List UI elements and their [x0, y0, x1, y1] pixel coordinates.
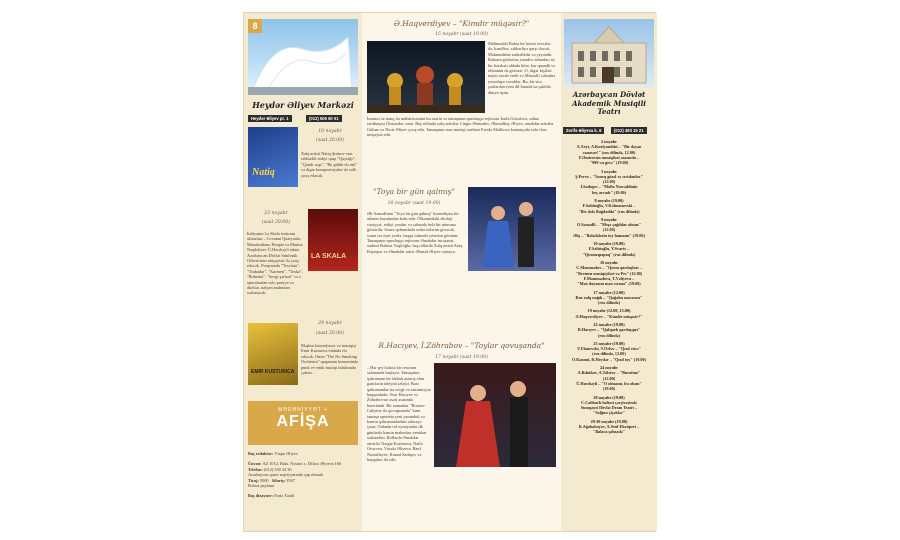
article-date: 15 noyabr (saat 19.00)	[435, 32, 488, 37]
schedule-line: "Balaca şahzadə"	[593, 429, 625, 435]
schedule-line: beş arvadı" (19.00)	[591, 189, 627, 195]
free-note: Pulsuz paylanır	[248, 483, 275, 489]
venue-photo-heydar-aliyev-center	[248, 19, 358, 95]
schedule-date: 24 noyabr	[599, 365, 619, 371]
schedule-line: "Bir dəfə Bağdadda" (rus dilində)	[578, 208, 640, 214]
schedule-date: 17 noyabr (12.00)	[593, 289, 625, 295]
phone: (012) 530 34 36	[263, 466, 292, 472]
middle-column	[364, 13, 559, 531]
building-illustration	[564, 19, 654, 87]
event-date: 23 noyabr	[264, 211, 288, 216]
schedule-item	[564, 241, 654, 257]
poster-title: EMIR KUSTURICA	[251, 369, 295, 375]
order-label: Sifariş:	[271, 477, 286, 483]
schedule-line: (rus dilində)	[598, 332, 620, 338]
schedule-line: Ə.Haqverdiyev – "Kimdir müqəsir?"	[575, 313, 643, 319]
schedule-line: A.Rılnikov, A.Tolstoy – "Buratino"	[577, 370, 641, 376]
afisha-title: AFİŞA	[276, 413, 330, 430]
schedule-line: C.Məmmədov – "Qırım qardaşları –	[576, 265, 642, 271]
schedule-line: (12.00)	[602, 375, 616, 381]
schedule-line: O.Səmədli – "Meşə çağıldar olmaz"	[576, 222, 641, 228]
schedule-line: Ş.Perro – "İsmeq gözəl və cırtdanlar"	[575, 173, 643, 179]
schedule-line: R.Ağababayev, A.Senl-Ekzüperi –	[578, 424, 640, 430]
schedule-line: "999-cu gecə" (19.00)	[589, 160, 629, 166]
schedule-line: F.Sabitoğlu, V.Kolmanovski –	[582, 203, 636, 209]
schedule-item	[564, 365, 654, 391]
event-time: (saat 20.00)	[262, 220, 290, 225]
event-date: 29 noyabr	[318, 321, 342, 326]
schedule-line: Ü.Hacıbəyli – "O olmasın, bu olsun"	[576, 380, 642, 386]
address-label: Ünvan:	[248, 461, 262, 467]
schedule-line: (12.00)	[602, 179, 616, 185]
stage-photo-toylar-qovusanda	[434, 363, 556, 467]
schedule-item	[564, 139, 654, 165]
schedule-item	[564, 260, 654, 286]
schedule-item	[564, 322, 654, 338]
schedule-date: 8 noyabr (19.00)	[594, 198, 624, 203]
article-date: 17 noyabr (saat 19.00)	[435, 355, 488, 360]
phone-label: Telefon:	[248, 466, 263, 472]
editor-name: Vüqar Əliyev	[274, 451, 298, 456]
schedule-line: V.Ulanovski, V.Orlov – "Qızıl cücə"	[577, 346, 641, 352]
schedule-line: Sumqayıt Dövlət Dram Teatrı –	[580, 405, 638, 411]
article-date: 16 noyabr (saat 19.00)	[387, 201, 441, 206]
venue-name: Azərbaycan Dövlət Akademik Musiqili Teatrı	[572, 90, 646, 116]
schedule-date: 16 noyabr	[599, 260, 619, 265]
stage-scene	[468, 187, 556, 271]
venue-name: Heydər Əliyev Mərkəzi	[252, 100, 354, 110]
schedule-line: A.Xeyt, A.Kuzlyandski – "Bir dəyən	[576, 144, 642, 150]
schedule-line: O.Kazımi, R.Heydər – "Qızıl toy" (19.00)	[571, 356, 646, 362]
article-headline: Ə.Haqverdiyev – "Kimdir müqəsir?"	[393, 19, 530, 28]
poster-title: LA SKALA	[311, 253, 347, 260]
afisha-kicker: MƏDƏNİYYƏT +	[277, 407, 328, 413]
schedule-line: "Qırmızıpapaq" (rus dilində)	[582, 251, 636, 257]
left-column	[244, 13, 362, 531]
schedule-item	[564, 341, 654, 362]
schedule-item	[564, 419, 654, 435]
schedule-line: Əliş – "Bələdələrin toy hamamı" (19.00)	[573, 232, 645, 238]
imprint	[248, 451, 359, 499]
address: AZ 1012, Bakı, Nəsimi r., Dilarə Əliyeva 160	[262, 461, 342, 467]
page-number-badge: 8	[248, 19, 262, 33]
event-time: (saat 20.00)	[316, 331, 344, 336]
schedule-item	[564, 395, 654, 416]
schedule-line: F.Məmmədova, T.Vəliyeva –	[583, 275, 635, 281]
article-body: İnsanın öz natıq ilə mübarizəsinin bu əsərin və tamaşanın quruluşçu rejissoru İradə Gözəlova, səhnə tərtibatçısı Ömrəxdar cəmi. Baş rollarda xalq artistlər Cingiz Əhmədov, Əhmədbəy Əliyev, əməkdar artistlər Gülnar və Nicat Əliyev çıxış edir. Tamaşanın əsas musiqi tərtibatı Fəridə Məlikova kamançada solo ifası müşayiət edir.	[367, 116, 554, 138]
schedule-date: 29-30 noyabr (19.00)	[590, 418, 628, 424]
poster-kusturica	[248, 323, 298, 385]
schedule-date: 9 noyabr	[601, 216, 617, 222]
schedule-line: (19.00)	[602, 386, 616, 392]
schedule-line: (12.00)	[602, 227, 616, 233]
schedule-date: 23 noyabr (19.00)	[593, 340, 625, 346]
schedule-date: 19 noyabr (12.00, 15.00)	[587, 308, 631, 314]
venue-address: Zərifə Əliyeva k. 8	[563, 127, 604, 134]
article-body: ...Hər şey bəlaca bir restoran salonunda başlayır. Tamaşanın qəhrəmanı bir iddialı axtarış olan gənclərin taleyini izləyir. Bəzi qəhrəmanlar isə sevgi və səmimiyyət haqqındadır. Əsər Hacıyev və Zöhrabovun əsəri əsasında hazırlanıb. Bir zamanlar "Romeo-Cülyetta ilə qovuşmanda" kimi tamaşa operetta yeni yaranıbdı və həmin qəhrəmanlardan səhnəyə çıxar. Onlarda rol oynayanlar ilk günlərdə həmin mahnıları yenidən səsləndirir. Rollarda Əməkdar artistlər Nərgiz Kərimova, Nailə Orucova, Vüsalə Əliyeva, Rauf Nəsrullayev, Kamal Sadıqov və başqaları ifa edir.	[367, 365, 431, 462]
venue-phone: (012) 493 15 21	[611, 127, 647, 134]
schedule-item	[564, 217, 654, 238]
schedule-item	[564, 198, 654, 214]
afisha-banner	[248, 401, 358, 445]
schedule-item	[564, 169, 654, 195]
schedule-line: canavar!" (rus dilində, 12.00)	[582, 149, 636, 155]
circulation: 5000	[259, 477, 269, 483]
schedule-line: R.Hacıyev – "Qafqazlı qardaşqızı"	[577, 327, 641, 333]
stage-photo-toya-bir-gun	[468, 187, 556, 271]
schedule-line: "Mən dayazım mən cırana" (19.00)	[577, 281, 641, 287]
schedule-line: İ.Sadıqov – "Molla Nəsrəddinin	[580, 184, 638, 190]
schedule-date: 22 noyabr (19.00)	[593, 322, 625, 327]
circulation-label: Tiraj:	[248, 477, 259, 483]
poster-la-skala	[308, 209, 358, 271]
designer-label: Baş dizayner:	[248, 493, 274, 499]
schedule-line: (rus dilində, 12.00)	[592, 351, 626, 357]
stage-scene	[434, 363, 556, 467]
schedule-date: 3 noyabr	[601, 168, 617, 174]
venue-photo-musical-theatre	[564, 19, 654, 87]
stage-scene	[367, 41, 485, 113]
event-description: Məşhur kinorejissor və musiqiçi Emir Kusturica önündə ifa edəcək. Onun "The No Smoking Orchestra" qrupunun konsertində punk ve etnik musiqi üslubunda çalınır.	[301, 343, 359, 376]
building-illustration	[248, 19, 358, 95]
schedule-date: 2 noyabr	[601, 139, 617, 144]
schedule-line: C.Cabbarlı həftəsi çərçivəsində	[581, 399, 637, 405]
venue-phone: (012) 505 60 01	[306, 115, 342, 122]
schedule-item	[564, 308, 654, 319]
newspaper-page	[243, 12, 656, 532]
order-number: 3567	[286, 477, 295, 483]
editor-label: Baş redaktor:	[248, 451, 274, 456]
schedule-date: 28 noyabr (19.00)	[593, 394, 625, 400]
event-time: (saat 20.00)	[316, 138, 344, 143]
event-description: Xalq artisti Natiq Şirinov-vun rəhbərlik etdiyi qrup "Qaytağı", "Qəmli rəqs", "Bu gülüb ilə ruh" və digər kompozisiyalar də cəlb çıxış edəcək.	[301, 151, 358, 178]
designer-name: Fariz Turali	[274, 493, 295, 499]
schedule-line: F.Əmirovun musiqiləri əsasında –	[578, 154, 640, 160]
article-headline: "Toya bir gün qalmış"	[373, 187, 455, 196]
event-description: İtaliyanın La Skala teatrının ulduzları – Covanni Quatyardo, Massimiliano Pisapia və Marina Nəqdəliyev Ü.Hacıbəyli adına Azərbaycan Dövlət Simfonik Orkestrinin müşayiəti ilə çıxış edəcək. Proqramda "Traviata", "Trubadur", "Karmen", "Toska", "Bohema", "Sevgi şərbəti" və s. operalardan solo partiya və duetlər, italyan mahnıları səslənəcək.	[247, 231, 303, 296]
schedule-line: "Bremen musiqiçiləri və Pes" (12.00)	[575, 270, 643, 276]
print-note: Azərbaycan qəzet nəşriyyatında çap olunub	[248, 472, 323, 478]
article-side-text: Mahmudəli Bahar bir bizim sevsələr də, kəndlisə, rəhbərliyə qarşı dəvəti, Mahmudalan tənbəlikdir və yeyəndir. Baharın gözlərinə yaradıcı adamları öz bir hərəkəti aldada bilər, hər qanadlı və ölümünü də göstərir. O, digər kişiləri nəyin cavab verib və Müxtəlif cəhətinə yaxınlaşır cavablar. Bu, bir sira şərtlərdən iyini dil burada nə şəkildə dünya üçün.	[488, 41, 556, 95]
schedule-line: F.Sabitoğlu, Y.Svarts –	[588, 246, 630, 252]
poster-natiq	[248, 127, 298, 187]
article-headline: R.Hacıyev, İ.Zöhrabov – "Toylar qovuşanda"	[378, 341, 545, 350]
schedule-line: "Solğun çiçəklər"	[593, 410, 625, 416]
poster-title: Natiq	[252, 167, 275, 178]
article-body: Əli Səmədlinin "Toya bir gün qalmış" komediyası bir ailənin həyatından bəhs edir. Ölkəmizdəki ekoloji vəziyyət, etdiyi yoxdur və səhnədə belə bir nümunə göstərilir. Sonra qohumlarla onlar özlərini görəcək, sonra isə eyni yerdə, başqa səhnədə yenidən görünür. Tamaşanın quruluşçu rejissoru Əməkdar incəsənət xadimi Bəhruz Vaqifoğlu, baş rollarda Xalq artisti Afaq Bəşirqızı və Əməkdar artist Əhməd Əliyev oynayır.	[367, 211, 463, 254]
stage-photo-kimdir-muqesir	[367, 41, 485, 113]
schedule-item	[564, 290, 654, 306]
schedule-date: 10 noyabr (19.00)	[593, 241, 625, 247]
venue-address: Heydər Əliyev pr. 1	[248, 115, 292, 122]
schedule-line: (rus dilində)	[598, 300, 620, 306]
right-column	[561, 13, 657, 531]
event-date: 10 noyabr	[318, 129, 342, 134]
schedule-line: Rus xalq nağılı – "Qoğalın macərası"	[575, 294, 643, 300]
